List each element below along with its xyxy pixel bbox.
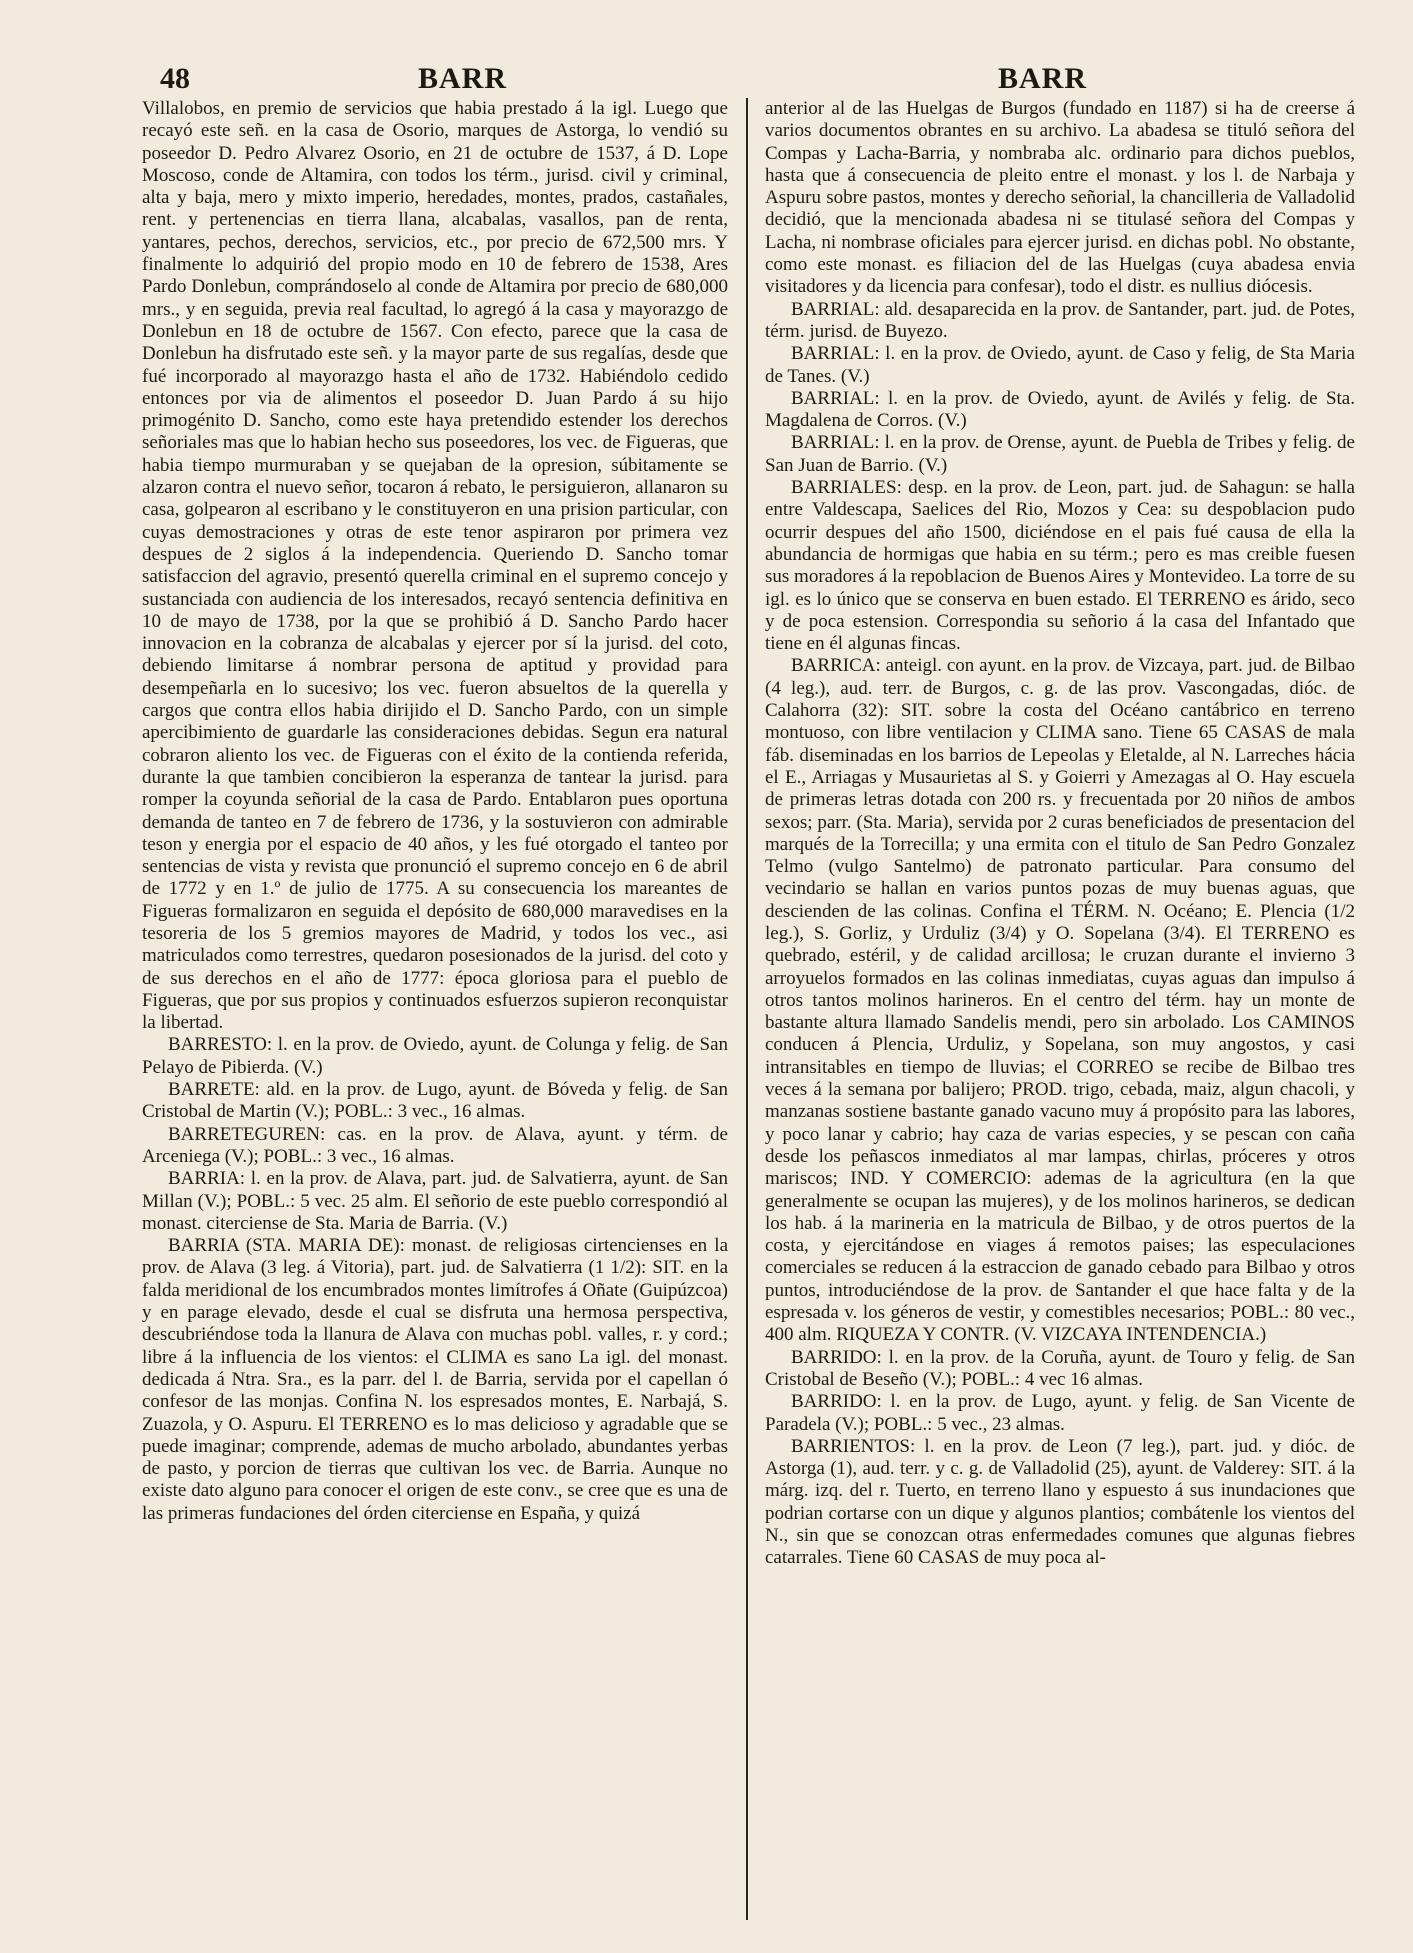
column-divider — [746, 98, 748, 1920]
entry-barrientos: BARRIENTOS: l. en la prov. de Leon (7 leg.), part. jud. y dióc. de Astorga (1), aud. terr. y c. g. de Valladolid (25), ayunt. de Valderey: SIT. á la márg. izq. del r. Tuerto, en terreno llano y espuesto á sus inundaciones que podrian cortarse con un dique y algunos plantios; combátenle los vientos del N., sin que se conozcan otras enfermedades comunes que algunas fiebres catarrales. Tiene 60 CASAS de muy poca al- — [765, 1435, 1355, 1569]
entry-barreteguren: BARRETEGUREN: cas. en la prov. de Alava, ayunt. y térm. de Arceniega (V.); POBL.: 3 vec., 16 almas. — [142, 1123, 728, 1167]
running-headword-left: BARR — [418, 62, 508, 95]
entry-barrido-lugo: BARRIDO: l. en la prov. de Lugo, ayunt. y felig. de San Vicente de Paradela (V.); POBL.: 5 vec., 23 almas. — [765, 1391, 1355, 1435]
entry-barrial-aviles: BARRIAL: l. en la prov. de Oviedo, ayunt. de Avilés y felig. de Sta. Magdalena de Corros. (V.) — [765, 387, 1355, 432]
entry-barresto: BARRESTO: l. en la prov. de Oviedo, ayunt. de Colunga y felig. de San Pelayo de Pibierda. (V.) — [142, 1034, 728, 1078]
page-number: 48 — [160, 62, 190, 95]
entry-paragraph: Villalobos, en premio de servicios que habia prestado á la igl. Luego que recayó este señ. en la casa de Osorio, marques de Astorga, lo vendió su poseedor D. Pedro Alvarez Osorio, en 21 de octubre de 1537, á D. Lope Moscoso, conde de Altamira, con todos los térm., jurisd. civil y criminal, alta y baja, mero y mixto imperio, heredades, montes, prados, castañales, rent. y pertenencias en tierra llana, alcabalas, vasallos, pan de renta, yantares, pechos, derechos, servicios, etc., por precio de 672,500 mrs. Y finalmente lo adquirió del propio modo en 10 de febrero de 1538, Ares Pardo Donlebun, comprándoselo al conde de Altamira por precio de 680,000 mrs., y en seguida, previa real facultad, lo agregó á la casa y mayorazgo de Donlebun en 18 de octubre de 1567. Con efecto, parece que la casa de Donlebun ha disfrutado este señ. y la mayor parte de sus regalías, desde que fué incorporado al mayorazgo hasta el año de 1732. Habiéndolo cedido entonces por via de alimentos el poseedor D. Juan Pardo á su hijo primogénito D. Sancho, como este haya pretendido estender los derechos señoriales mas que lo habian hecho sus poseedores, los vec. de Figueras, que habia tiempo murmuraban y se quejaban de la opresion, súbitamente se alzaron contra el nuevo señor, tocaron á rebato, le persiguieron, allanaron su casa, golpearon al escribano y le constituyeron en una prision particular, con cuyas demostraciones y otras de este tenor aspiraron por primera vez despues de 2 siglos á la independencia. Queriendo D. Sancho tomar satisfaccion del agravio, presentó querella criminal en el supremo concejo y sustanciada con audiencia de los interesados, recayó sentencia definitiva en 10 de mayo de 1738, por la que se prohibió á D. Sancho Pardo hacer innovacion en la cobranza de alcabalas y ejercer por sí la jurisd. del coto, debiendo limitarse á nombrar persona de aptitud y providad para desempeñarla en lo sucesivo; los vec. fueron absueltos de la querella y cargos que contra ellos habia dirijido el D. Sancho Pardo, con un simple apercibimiento de guardarle las consideraciones debidas. Segun era natural cobraron aliento los vec. de Figueras con el éxito de la contienda referida, durante la que tambien concibieron la esperanza de tantear la jurisd. para romper la coyunda señorial de la casa de Pardo. Entablaron pues oportuna demanda de tanteo en 7 de febrero de 1736, y la sostuvieron con admirable teson y energia por el espacio de 40 años, y les fué otorgado el tanteo por sentencias de vista y revista que pronunció el supremo concejo en 6 de abril de 1772 y en 1.º de julio de 1775. A su consecuencia los mareantes de Figueras formalizaron en seguida el depósito de 680,000 maravedises en la tesoreria de los 5 gremios mayores de Madrid, y todos los vec., asi matriculados como terrestres, quedaron posesionados de la jurisd. del coto y de sus derechos en el año de 1777: época gloriosa para el pueblo de Figueras, que por sus propios y continuados esfuerzos supieron reconquistar la libertad. — [142, 98, 728, 1034]
running-headword-right: BARR — [998, 62, 1088, 95]
entry-barriales: BARRIALES: desp. en la prov. de Leon, part. jud. de Sahagun: se halla entre Valdescapa, Saelices del Rio, Mozos y Cea: su despoblacion pudo ocurrir despues del año 1500, diciéndose en el pais fué causa de ella la abundancia de hormigas que habia en su térm.; pero es mas creible fuesen sus moradores á la repoblacion de Buenos Aires y Montevideo. La torre de su igl. es lo único que se conserva en buen estado. El TERRENO es árido, seco y de poca estension. Correspondia su señorio á la casa del Infantado que tiene en él algunas fincas. — [765, 477, 1355, 655]
entry-barrica: BARRICA: anteigl. con ayunt. en la prov. de Vizcaya, part. jud. de Bilbao (4 leg.), aud. terr. de Burgos, c. g. de las prov. Vascongadas, dióc. de Calahorra (32): SIT. sobre la costa del Océano cantábrico en terreno montuoso, con libre ventilacion y CLIMA sano. Tiene 65 CASAS de mala fáb. diseminadas en los barrios de Lepeolas y Eletalde, al N. Larreches hácia el E., Arriagas y Musaurietas al S. y Goierri y Amezagas al O. Hay escuela de primeras letras dotada con 200 rs. y frecuentada por 20 niños de ambos sexos; parr. (Sta. Maria), servida por 2 curas beneficiados de presentacion del marqués de la Torrecilla; y una ermita con el titulo de San Pedro Gonzalez Telmo (vulgo Santelmo) de patronato particular. Para consumo del vecindario se hallan en varios puntos pozas de muy buenas aguas, que descienden de las colinas. Confina el TÉRM. N. Océano; E. Plencia (1/2 leg.), S. Gorliz, y Urduliz (3/4) y O. Sopelana (3/4). El TERRENO es quebrado, estéril, y de calidad arcillosa; le cruzan durante el invierno 3 arroyuelos formados en las colinas inmediatas, cuyas aguas dan impulso á otros tantos molinos harineros. En el centro del térm. hay un monte de bastante altura llamado Sandelis mendi, pero sin arbolado. Los CAMINOS conducen á Plencia, Urduliz, y Sopelana, son muy angostos, y casi intransitables en tiempo de lluvias; el CORREO se recibe de Bilbao tres veces á la semana por balijero; PROD. trigo, cebada, maiz, algun chacoli, y manzanas sostiene bastante ganado vacuno muy á propósito para las labores, y poco lanar y cabrio; hay caza de varias especies, y se pescan con caña desde los peñascos inmediatos al mar lampas, chirlas, próceres y otros mariscos; IND. Y COMERCIO: ademas de la agricultura (en la que generalmente se ocupan las mujeres), y de los molinos harineros, se dedican los hab. á la marineria en la matricula de Bilbao, y de otros puertos de la costa, y ejercitándose en viages á remotos paises; las especulaciones comerciales se reducen á la estraccion de ganado cebado para Bilbao y otros puntos, introduciéndose de la prov. de Santander el que hace falta y de la espresada v. los géneros de vestir, y comestibles necesarios; POBL.: 80 vec., 400 alm. RIQUEZA Y CONTR. (V. VIZCAYA INTENDENCIA.) — [765, 655, 1355, 1346]
entry-paragraph: anterior al de las Huelgas de Burgos (fundado en 1187) si ha de creerse á varios documentos obrantes en su archivo. La abadesa se tituló señora del Compas y Lacha-Barria, y nombraba alc. ordinario para dichos pueblos, hasta que á consecuencia de pleito entre el monast. y los l. de Narbaja y Aspuru sobre pastos, montes y derecho señorial, la chancilleria de Valladolid decidió, que la mencionada abadesa ni se titulasé señora del Compas y Lacha, ni nombrase oficiales para ejercer jurisd. en dichas pobl. No obstante, como este monast. es filiacion del de las Huelgas (cuya abadesa envia visitadores y da licencia para confesar), todo el distr. es nullius diócesis. — [765, 98, 1355, 298]
entry-barrial-orense: BARRIAL: l. en la prov. de Orense, ayunt. de Puebla de Tribes y felig. de San Juan de Barrio. (V.) — [765, 432, 1355, 476]
entry-barria-sta-maria: BARRIA (STA. MARIA DE): monast. de religiosas cirtencienses en la prov. de Alava (3 leg. á Vitoria), part. jud. de Salvatierra (1 1/2): SIT. en la falda meridional de los encumbrados montes limítrofes á Oñate (Guipúzcoa) y en parage elevado, desde el cual se disfruta una hermosa perspectiva, descubriéndose toda la llanura de Alava con muchas pobl. valles, r. y cord.; libre á la influencia de los vientos: el CLIMA es sano La igl. del monast. dedicada á Ntra. Sra., es la parr. del l. de Barria, servida por el capellan ó confesor de las monjas. Confina N. los espresados montes, E. Narbajá, S. Zuazola, y O. Aspuru. El TERRENO es lo mas delicioso y agradable que se puede imaginar; comprende, ademas de mucho arbolado, abundantes yerbas de pasto, y porcion de tierras que cultivan los vec. de Barria. Aunque no existe dato alguno para conocer el origen de este conv., se cree que es una de las primeras fundaciones del órden citerciense en España, y quizá — [142, 1235, 728, 1524]
entry-barrial-caso: BARRIAL: l. en la prov. de Oviedo, ayunt. de Caso y felig, de Sta Maria de Tanes. (V.) — [765, 343, 1355, 387]
entry-barrete: BARRETE: ald. en la prov. de Lugo, ayunt. de Bóveda y felig. de San Cristobal de Martin (V.); POBL.: 3 vec., 16 almas. — [142, 1079, 728, 1123]
entry-barrido-coruna: BARRIDO: l. en la prov. de la Coruña, ayunt. de Touro y felig. de San Cristobal de Beseño (V.); POBL.: 4 vec 16 almas. — [765, 1346, 1355, 1390]
right-column — [765, 98, 1355, 1918]
entry-barria: BARRIA: l. en la prov. de Alava, part. jud. de Salvatierra, ayunt. de San Millan (V.); POBL.: 5 vec. 25 alm. El señorio de este pueblo correspondió al monast. citerciense de Sta. Maria de Barria. (V.) — [142, 1168, 728, 1234]
left-column — [142, 98, 728, 1918]
entry-barrial-santander: BARRIAL: ald. desaparecida en la prov. de Santander, part. jud. de Potes, térm. jurisd. de Buyezo. — [765, 298, 1355, 342]
